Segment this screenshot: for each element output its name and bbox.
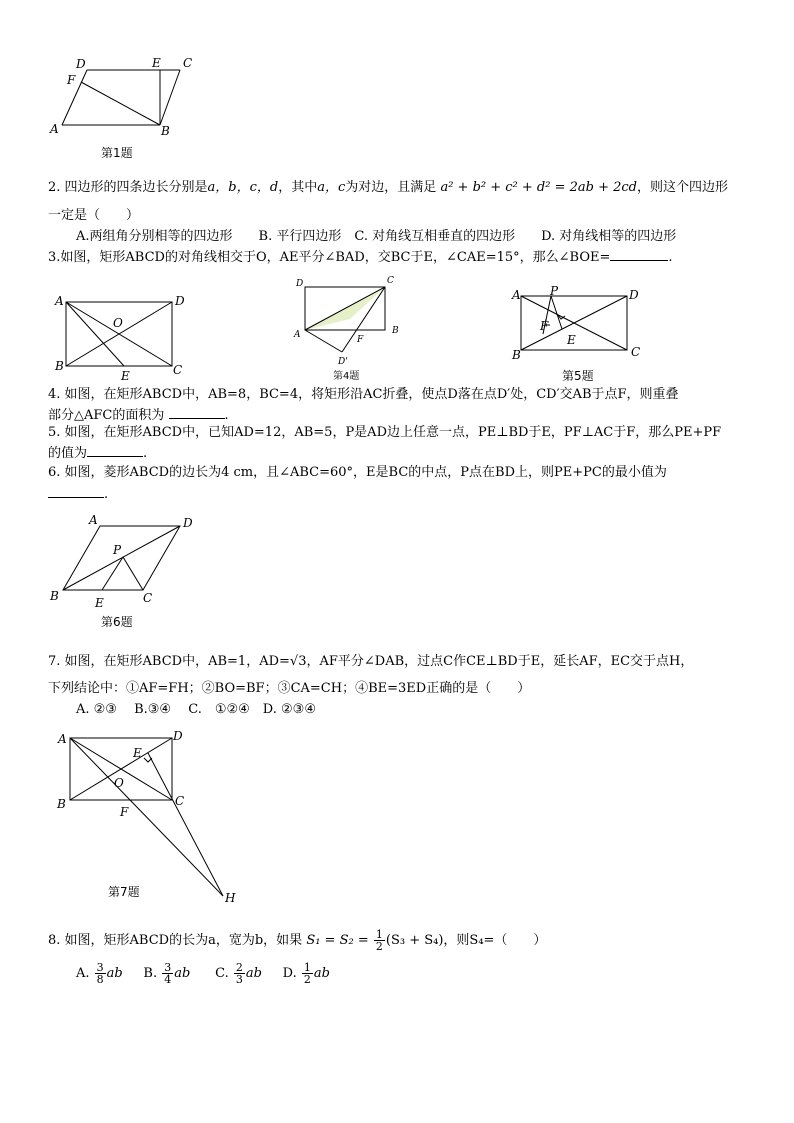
q7-options: A. ②③ B.③④ C. ①②④ D. ②③④ [76,702,316,717]
fig6-label-P: P [113,543,122,557]
q8-option-a-tail: ab [106,966,123,981]
fig6-label-D: D [183,516,193,530]
q4-line2: 部分△AFC的面积为 . [48,408,229,423]
q8-option-c-den: 3 [235,973,243,986]
fig4-caption: 第4题 [333,371,360,382]
q8-option-c[interactable] [215,961,262,986]
q8-half-fraction [374,929,385,952]
q2-vars: a，b，c，d [207,180,279,195]
fig7-label-O: O [114,776,124,790]
q5-answer-blank[interactable] [87,444,143,457]
q8-half-num: 1 [375,928,383,941]
fig5-label-D: D [629,288,639,302]
fig5-label-B: B [512,348,521,362]
fig3-label-E: E [121,369,130,383]
q8-line [48,929,546,952]
q8-option-b-letter: B. [143,966,158,981]
q8-option-c-letter: C. [215,966,229,981]
q8-option-a-num: 3 [96,961,104,974]
fig7-label-E: E [133,746,142,760]
q2-text-a: 2. 四边形的四条边长分别是 [48,180,208,195]
fig1-label-F: F [67,73,76,87]
fig1-caption: 第1题 [101,146,133,160]
fig7-label-A: A [58,732,67,746]
q3-text: 3.如图，矩形ABCD的对角线相交于O，AE平分∠BAD，交BC于E，∠CAE=15°，那么∠BOE= [48,250,611,265]
fig7-label-C: C [175,794,185,808]
q2-text-c: 为对边，且满足 [345,180,437,195]
q8-option-d-num: 1 [303,961,311,974]
figure-3 [50,290,200,383]
fig1-label-D: D [76,57,86,71]
q8-text-a: 8. 如图，矩形ABCD的长为a，宽为b，如果 [48,933,303,948]
fig6-label-E: E [95,596,104,610]
q7-line2: 下列结论中：①AF=FH；②BO=BF；③CA=CH；④BE=3ED正确的是（ ） [48,681,531,696]
q8-option-a-den: 8 [96,973,104,986]
fig4-label-D: D [296,279,304,289]
q2-options: A.两组角分别相等的四边形 B. 平行四边形 C. 对角线互相垂直的四边形 D. 对角线相等的四边形 [76,229,677,244]
q8-option-b[interactable] [143,961,191,986]
q6-answer-blank[interactable] [48,485,104,498]
q4-answer-blank[interactable] [169,406,225,419]
figure-1 [40,55,210,145]
q2-formula: a² + b² + c² + d² = 2ab + 2cd [440,180,637,195]
q8-half-den: 2 [375,940,383,953]
fig5-label-C: C [631,345,641,359]
fig6-label-A: A [89,513,98,527]
q8-option-b-tail: ab [174,966,191,981]
figure-5 [505,285,655,365]
fig5-label-A: A [512,288,521,302]
fig3-label-B: B [55,359,64,373]
fig6-label-C: C [143,591,153,605]
fig4-label-C: C [387,276,394,286]
fig5-label-E: E [567,333,576,347]
q8-text-b: ，则S₄=（ ） [443,933,547,948]
fig1-label-C: C [183,56,193,70]
q5-text: 的值为 [48,446,88,461]
q8-option-a[interactable] [76,961,123,986]
q7-text-b: ，AF平分∠DAB，过点C作CE⊥BD于E，延长AF，EC交于点H， [306,654,694,669]
q8-options [76,962,330,985]
q8-formula-b: (S₃ + S₄) [385,933,444,948]
q5-line2: 的值为 . [48,446,148,461]
figure-7 [55,725,255,910]
q5-line1: 5. 如图，在矩形ABCD中，已知AD=12，AB=5，P是AD边上任意一点，PE⊥BD于E，PF⊥AC于F，那么PE+PF [48,425,722,440]
figure-4 [290,275,410,370]
fig7-label-D: D [173,729,183,743]
fig3-label-O: O [113,316,123,330]
fig6-caption: 第6题 [101,615,133,629]
q8-option-d-den: 2 [303,973,311,986]
q4-line1: 4. 如图，在矩形ABCD中，AB=8，BC=4，将矩形沿AC折叠，使点D落在点D′处，CD′交AB于点F，则重叠 [48,387,679,402]
fig5-label-F: F [540,319,549,333]
q6-line1: 6. 如图，菱形ABCD的边长为4 cm，且∠ABC=60°，E是BC的中点，P点在BD上，则PE+PC的最小值为 [48,465,667,480]
q2-text-b: ，其中 [278,180,318,195]
q8-option-d-tail: ab [313,966,330,981]
q3-line: 3.如图，矩形ABCD的对角线相交于O，AE平分∠BAD，交BC于E，∠CAE=15°，那么∠BOE= . [48,250,673,265]
q7-text-a: 7. 如图，在矩形ABCD中，AB=1，AD= [48,654,290,669]
fig7-caption: 第7题 [108,885,140,899]
fig3-label-D: D [175,294,185,308]
q2-text-d: ，则这个四边形 [636,180,728,195]
fig3-label-A: A [55,294,64,308]
fig1-label-B: B [161,124,170,138]
q6-line2: . [48,485,108,503]
fig4-label-B: B [392,326,399,336]
q8-option-b-den: 4 [164,973,172,986]
fig4-label-A: A [294,330,301,340]
q2-line2: 一定是（ ） [48,208,140,223]
q4-text: 部分△AFC的面积为 [48,408,165,423]
fig1-label-E: E [152,56,161,70]
fig6-label-B: B [50,589,59,603]
fig5-caption: 第5题 [562,369,594,383]
q8-option-d[interactable] [282,961,330,986]
fig7-label-F: F [120,805,129,819]
q8-formula-a: S₁ = S₂ = [306,933,369,948]
q2-line1 [48,180,728,196]
fig4-label-F: F [357,335,364,345]
figure-6 [45,510,205,610]
q8-option-c-tail: ab [245,966,262,981]
q8-option-c-num: 2 [235,961,243,974]
q2-vars-ac: a，c [317,180,346,195]
fig1-label-A: A [50,122,59,136]
q8-option-a-letter: A. [76,966,90,981]
q3-answer-blank[interactable] [610,248,668,261]
fig7-label-B: B [57,797,66,811]
fig7-label-H: H [225,891,236,905]
q7-line1 [48,654,693,670]
fig4-label-Dprime: D' [338,357,348,367]
q7-sqrt: √3 [289,654,307,669]
fig5-label-P: P [550,284,559,298]
q8-option-b-num: 3 [164,961,172,974]
fig3-label-C: C [173,363,183,377]
q8-option-d-letter: D. [282,966,297,981]
